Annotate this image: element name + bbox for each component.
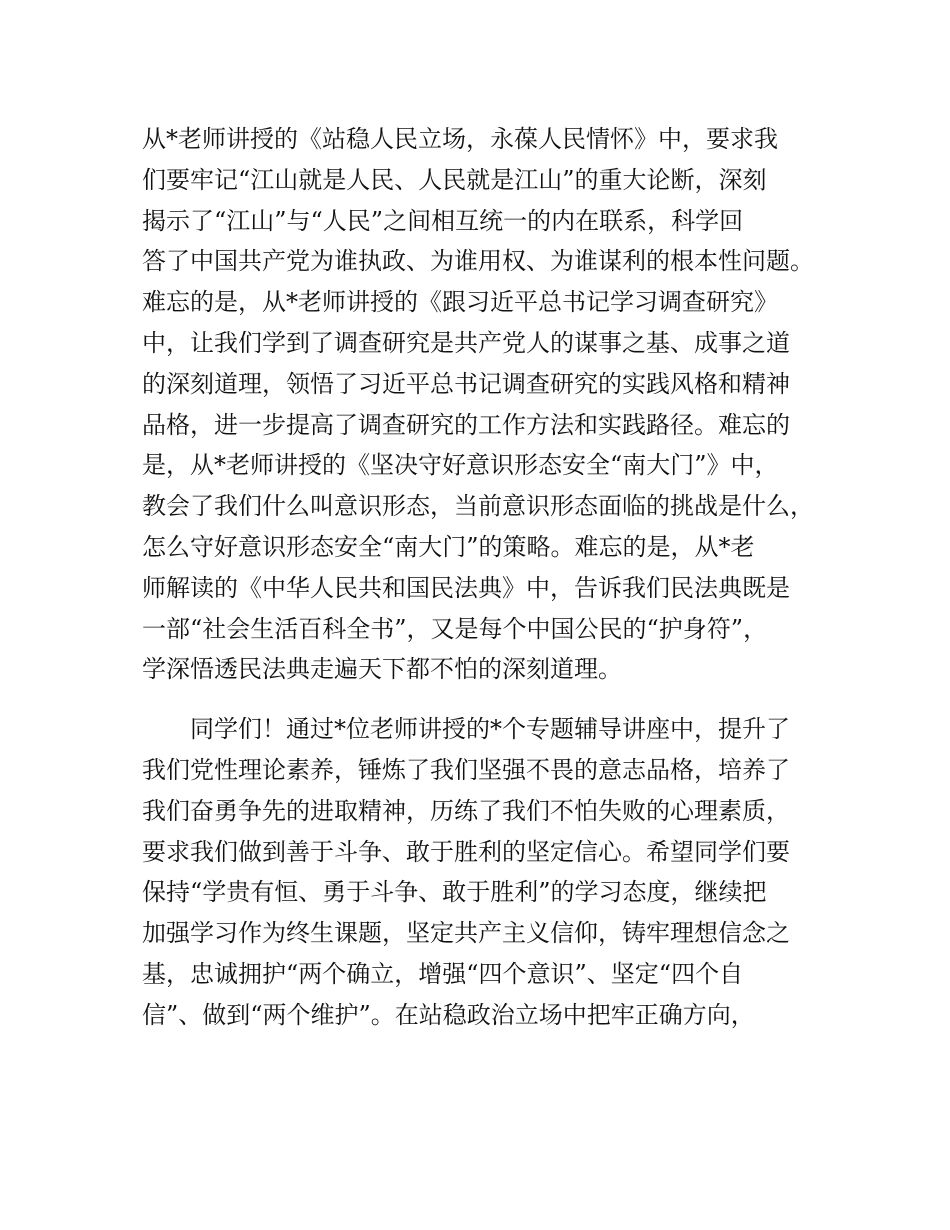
text-line: 品格，进一步提高了调查研究的工作方法和实践路径。难忘的 (142, 410, 790, 439)
text-line: 揭示了“江山”与“人民”之间相互统一的内在联系，科学回 (142, 206, 744, 235)
text-line: 答了中国共产党为谁执政、为谁用权、为谁谋利的根本性问题。 (142, 247, 814, 276)
text-line: 加强学习作为终生课题，坚定共产主义信仰，铸牢理想信念之 (142, 919, 790, 948)
text-line: 从*老师讲授的《站稳人民立场，永葆人民情怀》中，要求我 (142, 125, 778, 153)
text-line: 要求我们做到善于斗争、敢于胜利的坚定信心。希望同学们要 (142, 837, 790, 866)
text-line: 中，让我们学到了调查研究是共产党人的谋事之基、成事之道 (142, 328, 790, 357)
paragraph-1 (142, 119, 822, 690)
text-line: 的深刻道理，领悟了习近平总书记调查研究的实践风格和精神 (142, 369, 790, 398)
text-line: 师解读的《中华人民共和国民法典》中，告诉我们民法典既是 (142, 573, 790, 602)
paragraph-spacer (142, 690, 822, 709)
text-line: 保持“学贵有恒、勇于斗争、敢于胜利”的学习态度，继续把 (142, 878, 767, 907)
text-line: 们要牢记“江山就是人民、人民就是江山”的重大论断，深刻 (142, 165, 767, 194)
text-line: 难忘的是，从*老师讲授的《跟习近平总书记学习调查研究》 (142, 288, 778, 317)
text-line: 怎么守好意识形态安全“南大门”的策略。难忘的是，从*老 (142, 532, 755, 561)
text-line: 教会了我们什么叫意识形态，当前意识形态面临的挑战是什么， (142, 492, 814, 521)
text-line: 是，从*老师讲授的《坚决守好意识形态安全“南大门”》中， (142, 451, 779, 480)
text-line: 我们奋勇争先的进取精神，历练了我们不怕失败的心理素质， (142, 796, 790, 825)
text-line: 一部“社会生活百科全书”，又是每个中国公民的“护身符”， (142, 614, 768, 643)
document-body (142, 119, 822, 1036)
text-line: 学深悟透民法典走遍天下都不怕的深刻道理。 (142, 655, 622, 684)
text-line: 基，忠诚拥护“两个确立，增强“四个意识”、坚定“四个自 (142, 959, 744, 988)
text-line-indented: 同学们！通过*位老师讲授的*个专题辅导讲座中，提升了 (190, 715, 790, 744)
text-line: 信”、做到“两个维护”。在站稳政治立场中把牢正确方向， (142, 1000, 755, 1029)
paragraph-2 (142, 709, 822, 1035)
text-line: 我们党性理论素养，锤炼了我们坚强不畏的意志品格，培养了 (142, 755, 790, 784)
